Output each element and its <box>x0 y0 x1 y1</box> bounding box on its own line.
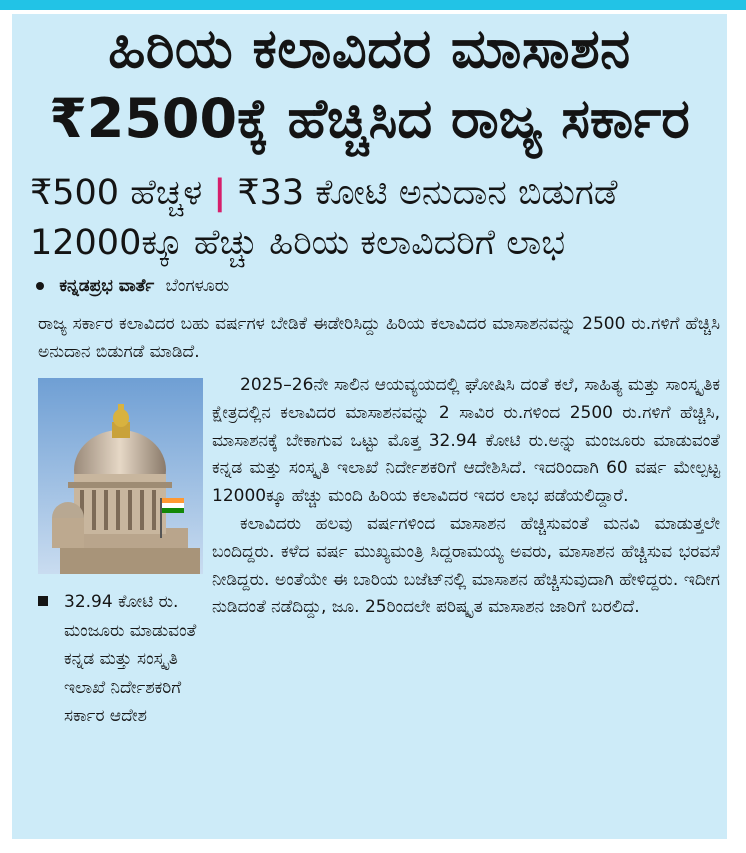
byline <box>36 276 229 296</box>
article-body <box>212 372 720 622</box>
top-accent-stripe <box>0 0 746 10</box>
byline-place: ಬೆಂಗಳೂರು <box>165 276 230 296</box>
headline-line-1: ಹಿರಿಯ ಕಲಾವಿದರ ಮಾಸಾಶನ <box>108 17 631 80</box>
subheadline-hike-amount: ₹500 ಹೆಚ್ಚಳ <box>30 173 203 213</box>
subheadline-line-1 <box>30 173 720 213</box>
lead-paragraph: ರಾಜ್ಯ ಸರ್ಕಾರ ಕಲಾವಿದರ ಬಹು ವರ್ಷಗಳ ಬೇಡಿಕೆ ಈಡೇರಿಸಿದ್ದು ಹಿರಿಯ ಕಲಾವಿದರ ಮಾಸಾಶನವನ್ನು 2500 ರು.ಗಳಿಗೆ ಹೆಚ್ಚಿಸಿ ಅನುದಾನ ಬಿಡುಗಡೆ ಮಾಡಿದೆ. <box>38 314 720 362</box>
vidhana-soudha-photo <box>38 378 203 574</box>
body-paragraph-2: ಕಲಾವಿದರು ಹಲವು ವರ್ಷಗಳಿಂದ ಮಾಸಾಶನ ಹೆಚ್ಚಿಸುವಂತೆ ಮನವಿ ಮಾಡುತ್ತಲೇ ಬಂದಿದ್ದರು. ಕಳೆದ ವರ್ಷ ಮುಖ್ಯಮಂತ್ರಿ ಸಿದ್ದರಾಮಯ್ಯ ಅವರು, ಮಾಸಾಶನ ಹೆಚ್ಚಿಸುವ ಭರವಸೆ ನೀಡಿದ್ದರು. ಅಂತೆಯೇ ಈ ಬಾರಿಯ ಬಜೆಟ್‌ನಲ್ಲಿ ಮಾಸಾಶನ ಹೆಚ್ಚಿಸುವುದಾಗಿ ಹೇಳಿದ್ದರು. ಇದೀಗ ನುಡಿದಂತೆ ನಡೆದಿದ್ದು, ಜೂ. 25ರಿಂದಲೇ ಪರಿಷ್ಕೃತ ಮಾಸಾಶನ ಜಾರಿಗೆ ಬರಲಿದೆ. <box>212 513 720 618</box>
sidebar-text: 32.94 ಕೋಟಿ ರು. ಮಂಜೂರು ಮಾಡುವಂತೆ ಕನ್ನಡ ಮತ್ತು ಸಂಸ್ಕೃತಿ ಇಲಾಖೆ ನಿರ್ದೇಶಕರಿಗೆ ಸರ್ಕಾರ ಆದೇಶ <box>64 592 197 726</box>
bullet-dot-icon <box>36 282 44 290</box>
vidhana-soudha-illustration <box>38 378 203 574</box>
body-paragraph-1: 2025–26ನೇ ಸಾಲಿನ ಆಯವ್ಯಯದಲ್ಲಿ ಘೋಷಿಸಿ ದಂತೆ ಕಲೆ, ಸಾಹಿತ್ಯ ಮತ್ತು ಸಾಂಸ್ಕೃತಿಕ ಕ್ಷೇತ್ರದಲ್ಲಿನ ಕಲಾವಿದರ ಮಾಸಾಶನವನ್ನು 2 ಸಾವಿರ ರು.ಗಳಿಂದ 2500 ರು.ಗಳಿಗೆ ಹೆಚ್ಚಿಸಿ, ಮಾಸಾಶನಕ್ಕೆ ಬೇಕಾಗುವ ಒಟ್ಟು ಮೊತ್ತ 32.94 ಕೋಟಿ ರು.ಅನ್ನು ಮಂಜೂರು ಮಾಡುವಂತೆ ಕನ್ನಡ ಮತ್ತು ಸಂಸ್ಕೃತಿ ಇಲಾಖೆ ನಿರ್ದೇಶಕರಿಗೆ ಆದೇಶಿಸಿದೆ. ಇದರಿಂದಾಗಿ 60 ವರ್ಷ ಮೇಲ್ಪಟ್ಟ 12000ಕ್ಕೂ ಹೆಚ್ಚು ಮಂದಿ ಹಿರಿಯ ಕಲಾವಿದರ ಇದರ ಲಾಭ ಪಡೆಯಲಿದ್ದಾರೆ. <box>212 375 720 507</box>
subheadline-grant-amount: ₹33 ಕೋಟಿ ಅನುದಾನ ಬಿಡುಗಡೆ <box>237 173 618 213</box>
headline-line-2: ₹2500ಕ್ಕೆ ಹೆಚ್ಚಿಸಿದ ರಾಜ್ಯ ಸರ್ಕಾರ <box>49 87 690 150</box>
subheadline-separator: | <box>213 173 227 213</box>
subheadline-line-2: 12000ಕ್ಕೂ ಹೆಚ್ಚು ಹಿರಿಯ ಕಲಾವಿದರಿಗೆ ಲಾಭ <box>30 223 566 263</box>
square-bullet-icon <box>38 596 48 606</box>
byline-publication: ಕನ್ನಡಪ್ರಭ ವಾರ್ತೆ <box>59 276 155 296</box>
